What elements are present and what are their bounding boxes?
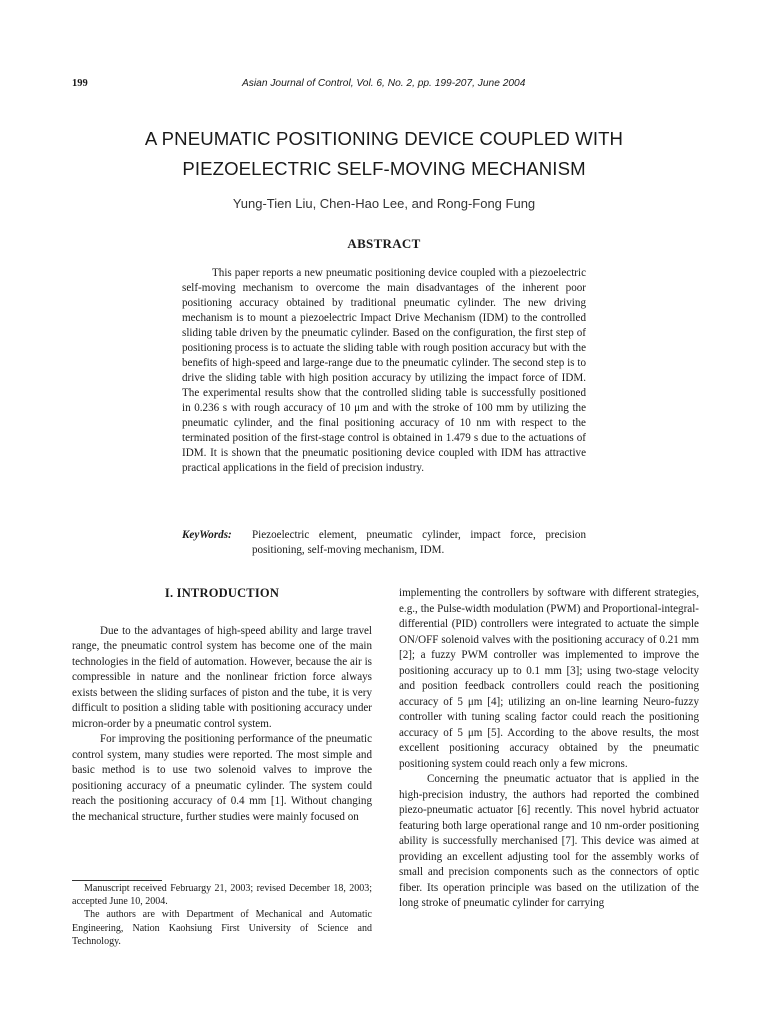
keywords-text: Piezoelectric element, pneumatic cylinder, impact force, precision positioning, self-moving mechanism, IDM. bbox=[252, 529, 586, 556]
intro-paragraph-4: Concerning the pneumatic actuator that is applied in the high-precision industry, the authors had reported the combined piezo-pneumatic actuator [6] recently. This novel hybrid actuator featuring both large operational range and 10 nm-order positioning ability is successfully merchanised [7]. This device was aimed at providing an excellent adjusting tool for the assembly works of small and precision components such as the connectors of optic fiber. Its operation principle was based on the utilization of the long stroke of pneumatic cylinder for carrying bbox=[399, 773, 699, 909]
keywords-label: KeyWords: bbox=[182, 529, 232, 541]
footnotes bbox=[72, 882, 372, 948]
page-number: 199 bbox=[72, 78, 88, 89]
paper-title bbox=[64, 124, 704, 184]
right-column bbox=[399, 586, 699, 912]
intro-paragraph-1: Due to the advantages of high-speed ability and large travel range, the pneumatic control system has become one of the main technologies in the field of automation. However, because the air is compressible in nature and the nonlinear friction force always exists between the sliding surfaces of piston and the tube, it is very difficult to position a sliding table with positioning accuracy under micron-order by a pneumatic control system. bbox=[72, 624, 372, 730]
intro-paragraph-2: For improving the positioning performance of the pneumatic control system, many studies were reported. The most simple and basic method is to use two solenoid valves to improve the positioning accuracy of a pneumatic cylinder. The system could reach the positioning accuracy of 0.4 mm [1]. Without changing the mechanical structure, further studies were mainly focused on bbox=[72, 733, 372, 823]
journal-citation: Asian Journal of Control, Vol. 6, No. 2, pp. 199-207, June 2004 bbox=[242, 78, 526, 89]
title-line-1: A PNEUMATIC POSITIONING DEVICE COUPLED WITH bbox=[144, 128, 624, 149]
title-line-2: PIEZOELECTRIC SELF-MOVING MECHANISM bbox=[182, 158, 586, 179]
intro-paragraph-3: implementing the controllers by software with different strategies, e.g., the Pulse-width modulation (PWM) and Proportional-integral-differential (PID) controllers were integrated to actuate the simple ON/OFF solenoid valves with the positioning accuracy of 0.21 mm [2]; a fuzzy PWM controller was implemented to improve the positioning accuracy up to 0.1 mm [3]; using two-stage velocity and position feedback controllers could reach the positioning accuracy of 5 μm [4]; utilizing an on-line learning Neuro-fuzzy controller with tuning scaling factor could reach the positioning accuracy of 5 μm [5]. According to the above results, the most excellent positioning accuracy obtained by the pneumatic positioning system could reach only a few microns. bbox=[399, 587, 699, 770]
abstract-text: This paper reports a new pneumatic positioning device coupled with a piezoelectric self-moving mechanism to overcome the main disadvantages of the inherent poor positioning accuracy obtained by traditional pneumatic cylinder. The new driving mechanism is to mount a piezoelectric Impact Drive Mechanism (IDM) to the controlled sliding table driven by the pneumatic cylinder. Based on the configuration, the first step of positioning process is to actuate the sliding table with rough position accuracy but with the benefits of high-speed and large-range due to the pneumatic cylinder. The second step is to drive the sliding table with high position accuracy by utilizing the impact force of IDM. The experimental results show that the controlled sliding table is successfully positioned in 0.236 s with rough accuracy of 10 μm and with the stroke of 100 mm by utilizing the pneumatic cylinder, and the final positioning accuracy of 10 nm with respect to the terminated position of the first-stage control is obtained in 1.479 s due to the actuations of IDM. It is shown that the pneumatic positioning device coupled with IDM has attractive practical applications in the field of precision industry. bbox=[182, 267, 586, 474]
footnote-rule bbox=[72, 880, 162, 881]
running-header bbox=[72, 78, 692, 92]
abstract-heading: ABSTRACT bbox=[347, 236, 421, 251]
footnote-manuscript: Manuscript received Februargy 21, 2003; revised December 18, 2003; accepted June 10, 2004. bbox=[72, 883, 372, 908]
author-list: Yung-Tien Liu, Chen-Hao Lee, and Rong-Fong Fung bbox=[232, 196, 536, 211]
left-column bbox=[72, 586, 372, 825]
section-heading-introduction: I. INTRODUCTION bbox=[164, 586, 280, 600]
footnote-affiliation: The authors are with Department of Mechanical and Automatic Engineering, Nation Kaohsiung First University of Science and Technology. bbox=[72, 909, 372, 947]
